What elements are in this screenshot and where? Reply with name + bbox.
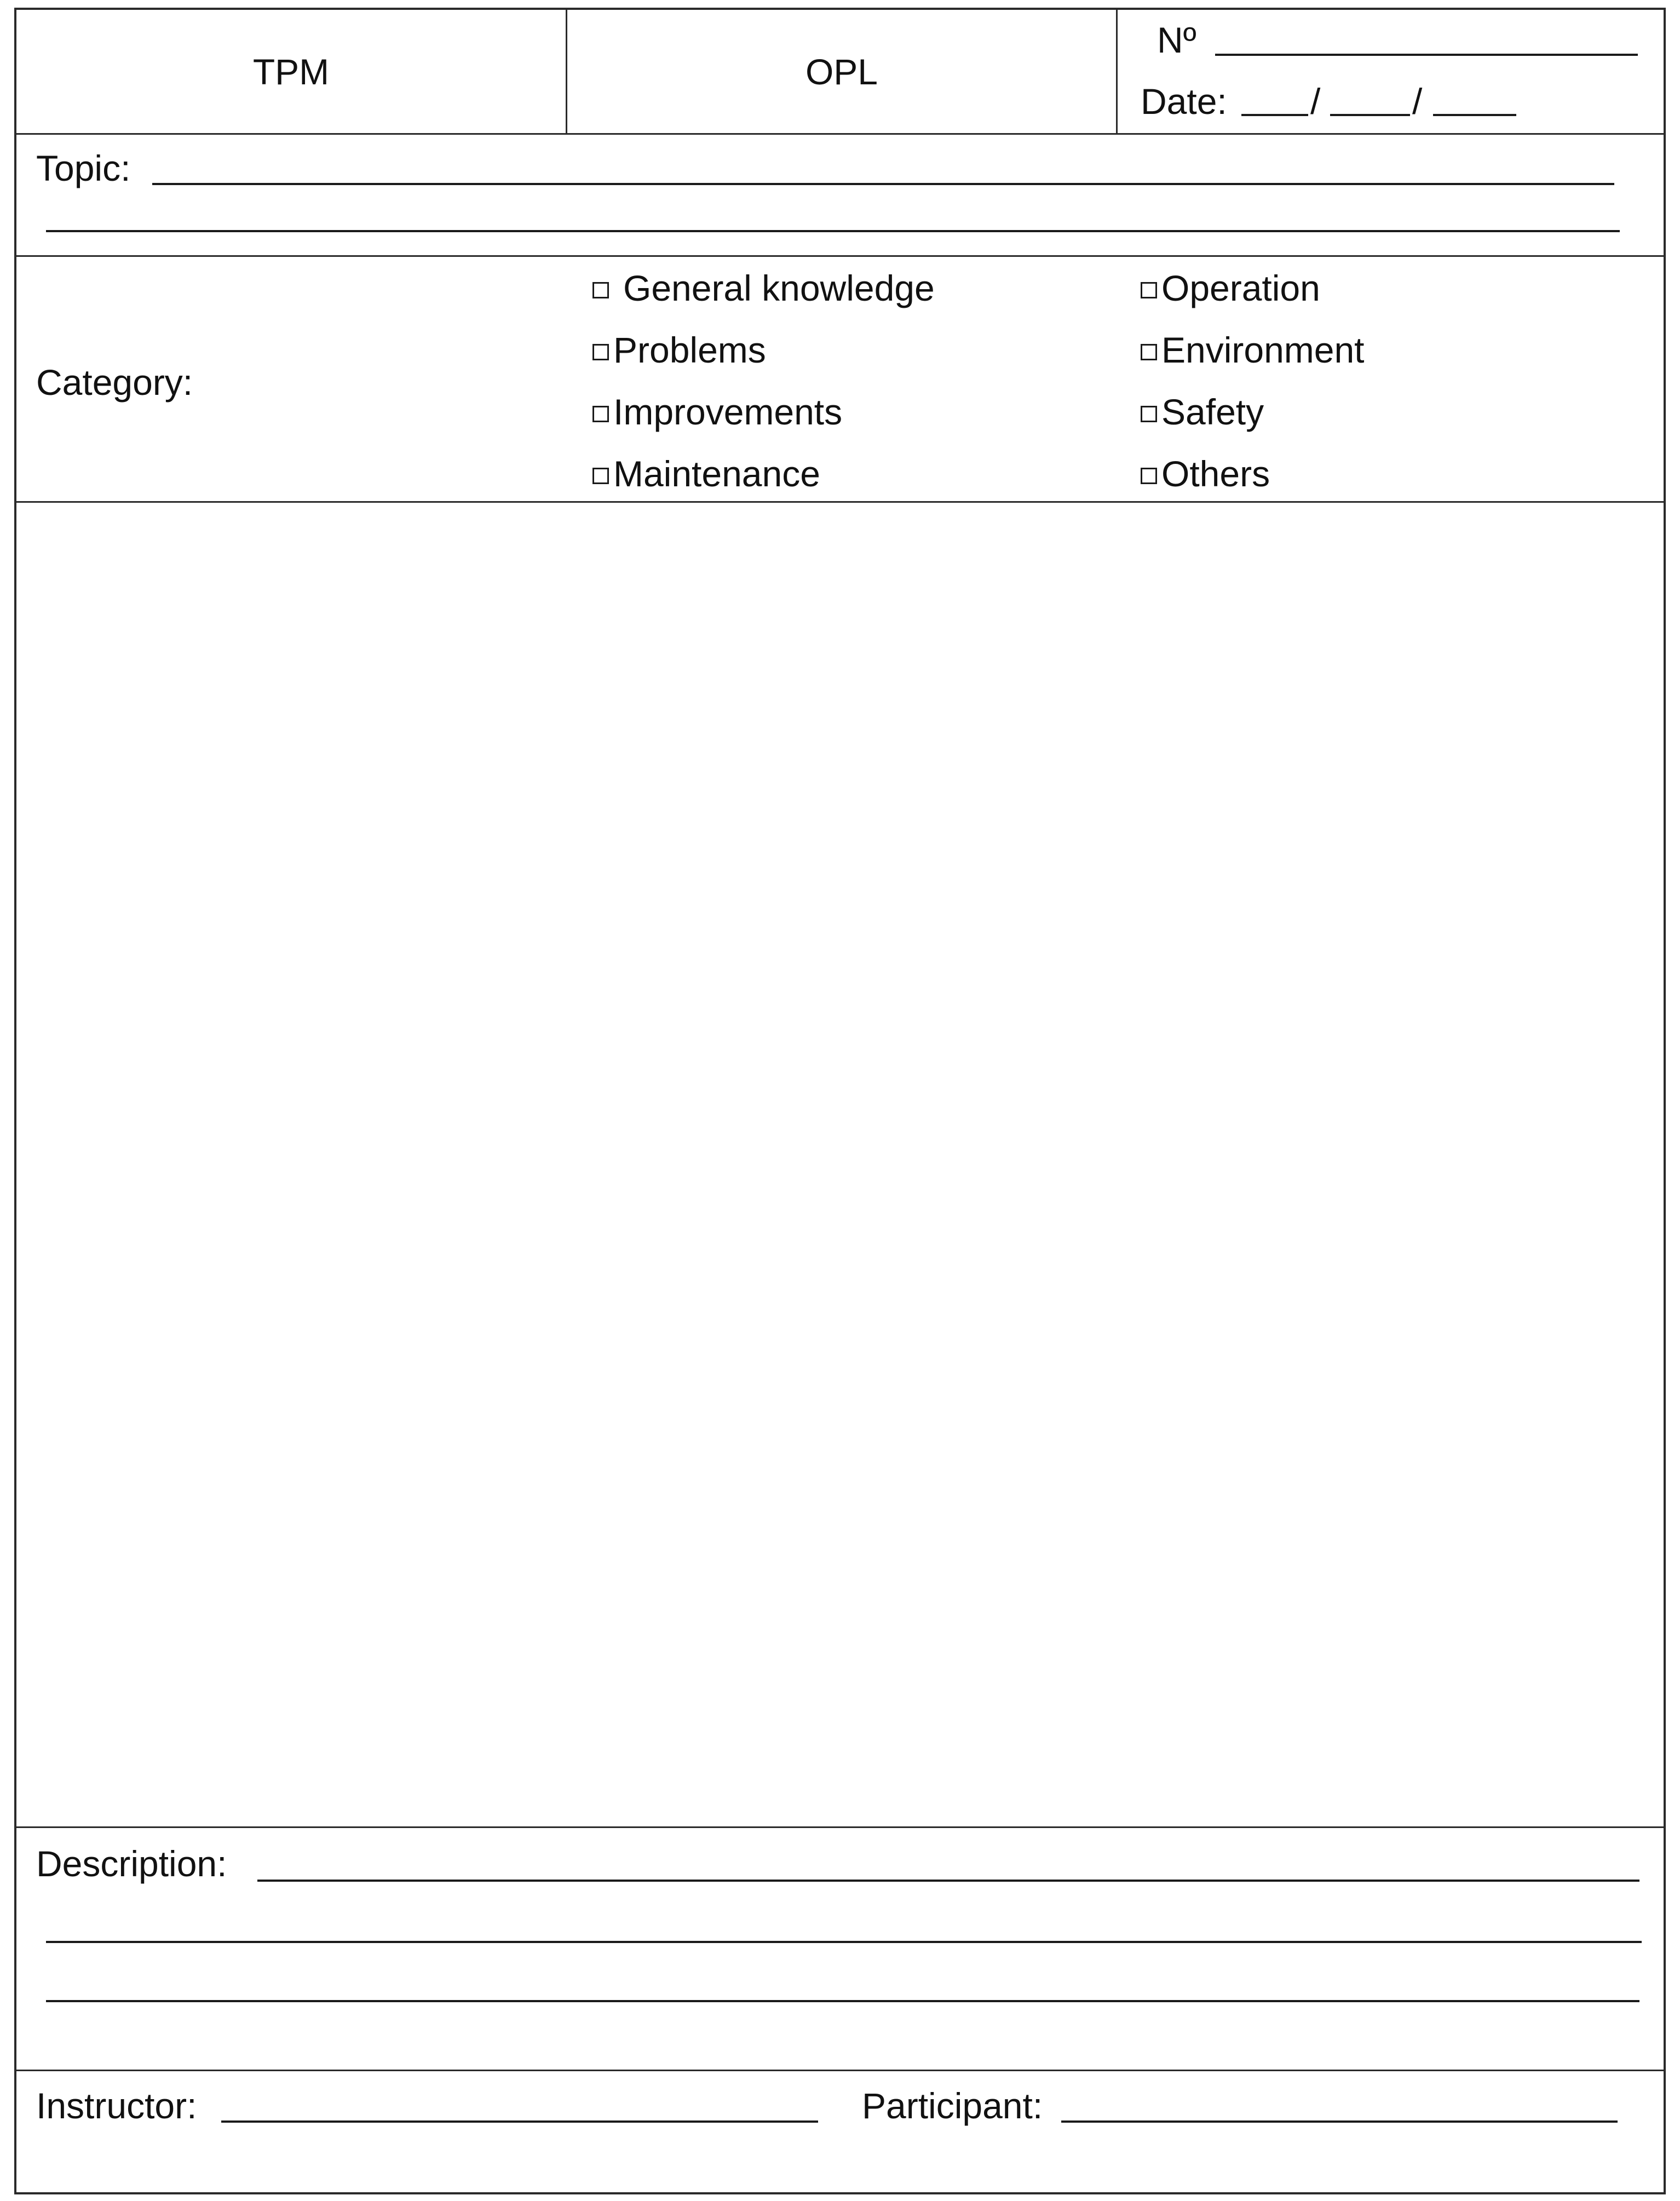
option-general-knowledge[interactable]: General knowledge bbox=[592, 270, 935, 306]
description-label: Description: bbox=[36, 1843, 227, 1884]
content-area[interactable] bbox=[16, 503, 1664, 1828]
option-safety[interactable]: Safety bbox=[1141, 394, 1264, 430]
participant-label: Participant: bbox=[862, 2085, 1043, 2126]
checkbox-empty-icon[interactable] bbox=[592, 344, 609, 360]
option-others[interactable]: Others bbox=[1141, 456, 1270, 492]
date-month-field[interactable] bbox=[1330, 114, 1410, 116]
option-operation[interactable]: Operation bbox=[1141, 270, 1320, 306]
instructor-label: Instructor: bbox=[36, 2085, 197, 2126]
opl-label: OPL bbox=[805, 51, 878, 92]
option-environment[interactable]: Environment bbox=[1141, 332, 1365, 368]
description-field-line-3[interactable] bbox=[46, 2000, 1639, 2002]
category-label-cell bbox=[16, 257, 567, 501]
description-field-line-1[interactable] bbox=[257, 1880, 1639, 1882]
option-maintenance[interactable]: Maintenance bbox=[592, 456, 820, 492]
date-day-field[interactable] bbox=[1241, 114, 1308, 116]
option-problems[interactable]: Problems bbox=[592, 332, 766, 368]
date-separator-1: / bbox=[1310, 81, 1321, 122]
date-label: Date: bbox=[1141, 81, 1227, 122]
topic-field-line-2[interactable] bbox=[46, 230, 1620, 232]
category-label: Category: bbox=[36, 362, 193, 403]
topic-label: Topic: bbox=[36, 148, 131, 188]
checkbox-empty-icon[interactable] bbox=[592, 468, 609, 484]
category-row bbox=[16, 257, 1664, 503]
footer-row bbox=[16, 2071, 1664, 2194]
description-field-line-2[interactable] bbox=[46, 1941, 1642, 1943]
checkbox-empty-icon[interactable] bbox=[1141, 406, 1157, 422]
checkbox-empty-icon[interactable] bbox=[592, 406, 609, 422]
date-year-field[interactable] bbox=[1433, 114, 1516, 116]
checkbox-empty-icon[interactable] bbox=[592, 282, 609, 298]
description-row bbox=[16, 1828, 1664, 2071]
number-date-cell bbox=[1118, 10, 1668, 133]
category-options-col1 bbox=[567, 257, 1118, 501]
category-options-col2 bbox=[1118, 257, 1668, 501]
topic-row bbox=[16, 135, 1664, 257]
tpm-cell bbox=[16, 10, 567, 133]
opl-form bbox=[14, 8, 1666, 2194]
checkbox-empty-icon[interactable] bbox=[1141, 468, 1157, 484]
instructor-field[interactable] bbox=[221, 2120, 818, 2123]
opl-cell bbox=[567, 10, 1118, 133]
participant-field[interactable] bbox=[1061, 2120, 1618, 2123]
topic-field-line-1[interactable] bbox=[152, 183, 1614, 185]
tpm-label: TPM bbox=[252, 51, 330, 92]
number-label: Nº bbox=[1157, 20, 1196, 60]
checkbox-empty-icon[interactable] bbox=[1141, 282, 1157, 298]
number-field[interactable] bbox=[1215, 54, 1638, 56]
checkbox-empty-icon[interactable] bbox=[1141, 344, 1157, 360]
header-row bbox=[16, 10, 1664, 135]
option-improvements[interactable]: Improvements bbox=[592, 394, 842, 430]
date-separator-2: / bbox=[1412, 81, 1423, 122]
